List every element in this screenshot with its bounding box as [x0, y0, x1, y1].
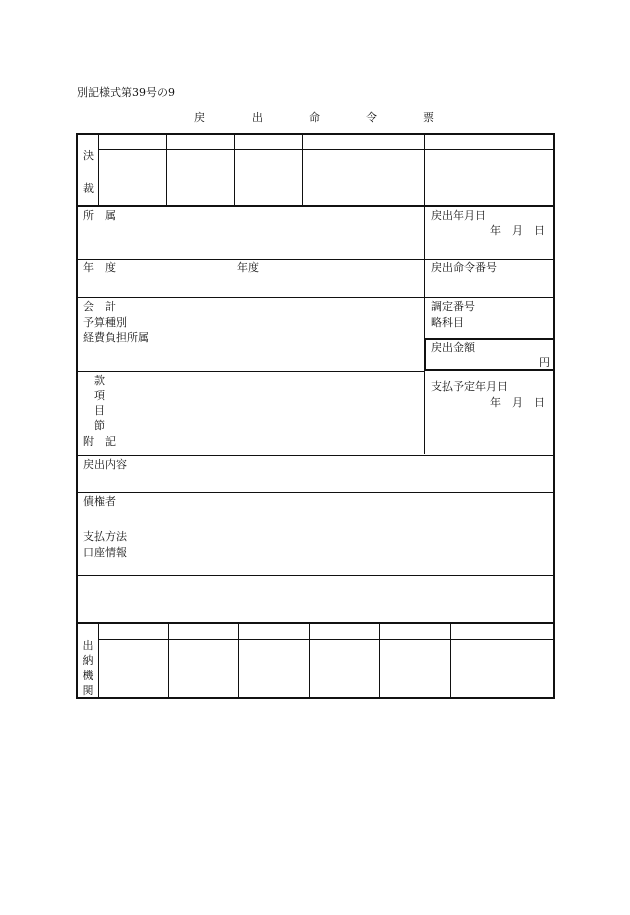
budget-type-label: 予算種別: [83, 316, 127, 329]
form-title-char: 出: [252, 111, 263, 124]
adjust-number-label: 調定番号: [431, 300, 475, 313]
budget-item-setsu: 節: [94, 419, 105, 432]
treasury-stamp-cell[interactable]: [310, 640, 379, 697]
treasury-char: 納: [82, 654, 94, 667]
treasury-char: 出: [82, 639, 94, 652]
treasury-stamp-cell[interactable]: [99, 640, 168, 697]
return-amount-label: 戻出金額: [431, 341, 475, 354]
return-details-field[interactable]: [78, 472, 554, 492]
approval-label-bottom: 裁: [83, 182, 94, 195]
form-title-char: 令: [366, 111, 377, 124]
form-title-char: 戻: [194, 111, 205, 124]
treasury-stamp-cell[interactable]: [380, 640, 450, 697]
treasury-char: 関: [82, 684, 94, 697]
return-details-label: 戻出内容: [83, 458, 127, 471]
expense-dept-label: 経費負担所属: [83, 331, 149, 344]
yen-unit: 円: [539, 356, 550, 369]
return-date-label: 戻出年月日: [431, 209, 486, 222]
approval-stamp-cell[interactable]: [167, 150, 234, 205]
payment-method-label: 支払方法: [83, 530, 127, 543]
accounting-label: 会 計: [83, 300, 116, 313]
payment-due-date-units: 年 月 日: [490, 396, 545, 409]
return-order-number-label: 戻出命令番号: [431, 261, 497, 274]
budget-item-kan: 款: [94, 374, 105, 387]
fiscal-year-suffix: 年度: [237, 261, 259, 274]
form-title-char: 命: [309, 111, 320, 124]
budget-item-kou: 項: [94, 389, 105, 402]
account-code-label: 略科目: [431, 316, 464, 329]
blank-field[interactable]: [78, 576, 554, 622]
budget-item-moku: 目: [94, 404, 105, 417]
form-title-char: 票: [423, 111, 434, 124]
treasury-stamp-cell[interactable]: [451, 640, 554, 697]
affiliation-label: 所 属: [83, 209, 116, 222]
payment-due-date-label: 支払予定年月日: [431, 380, 508, 393]
account-info-label: 口座情報: [83, 546, 127, 559]
approval-stamp-cell[interactable]: [425, 150, 554, 205]
treasury-char: 機: [82, 669, 94, 682]
return-date-units: 年 月 日: [490, 224, 545, 237]
treasury-stamp-cell[interactable]: [239, 640, 309, 697]
fiscal-year-label: 年 度: [83, 261, 116, 274]
approval-label-top: 決: [83, 149, 94, 162]
appendix-label: 附 記: [83, 435, 116, 448]
creditor-label: 債権者: [83, 495, 116, 508]
affiliation-field[interactable]: [78, 207, 424, 259]
approval-stamp-cell[interactable]: [99, 150, 166, 205]
approval-stamp-cell[interactable]: [303, 150, 424, 205]
approval-stamp-cell[interactable]: [235, 150, 302, 205]
form-number: 別記様式第39号の9: [77, 86, 175, 99]
fiscal-year-field[interactable]: [130, 260, 230, 296]
treasury-stamp-cell[interactable]: [169, 640, 238, 697]
